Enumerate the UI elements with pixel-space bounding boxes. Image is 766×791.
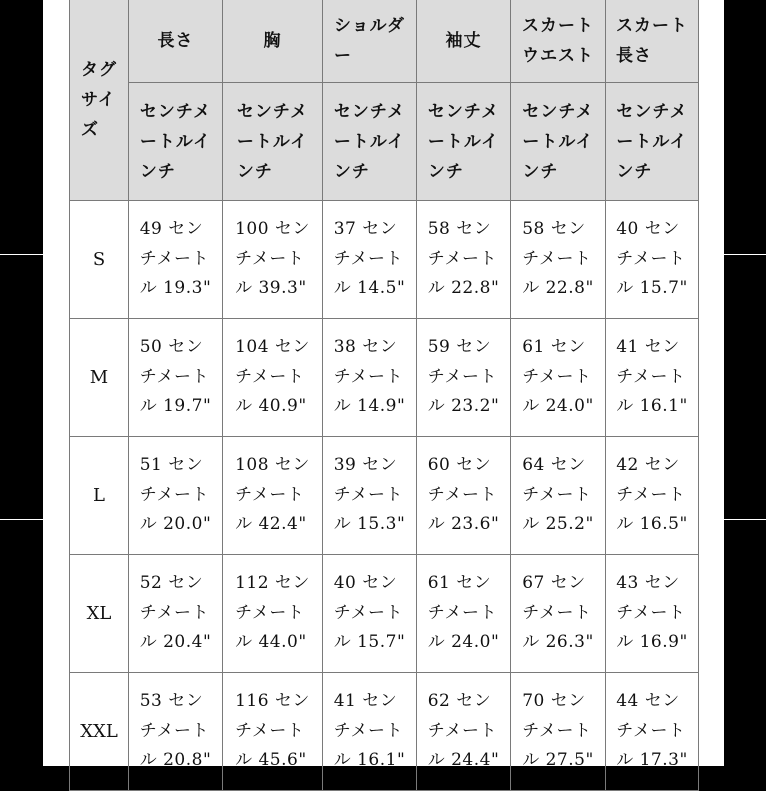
measurement-cell: 116 セン チメート ル 45.6" <box>223 673 323 791</box>
right-divider-upper <box>724 254 766 255</box>
table-row <box>70 555 699 673</box>
unit-header: センチメ ートルイ ンチ <box>606 83 699 201</box>
measurement-cell: 44 セン チメート ル 17.3" <box>606 673 699 791</box>
measurement-cell: 40 セン チメート ル 15.7" <box>323 555 417 673</box>
measurement-cell: 40 セン チメート ル 15.7" <box>606 201 699 319</box>
tag-size-header-label: タグ サイ ズ <box>81 59 117 140</box>
column-header-skirt-waist: スカート ウエスト <box>511 0 606 83</box>
column-header-chest: 胸 <box>223 0 323 83</box>
unit-header: センチメ ートルイ ンチ <box>417 83 511 201</box>
measurement-cell: 59 セン チメート ル 23.2" <box>417 319 511 437</box>
measurement-cell: 41 セン チメート ル 16.1" <box>606 319 699 437</box>
measurement-cell: 41 セン チメート ル 16.1" <box>323 673 417 791</box>
measurement-cell: 108 セン チメート ル 42.4" <box>223 437 323 555</box>
left-divider-upper <box>0 254 43 255</box>
measurement-cell: 61 セン チメート ル 24.0" <box>511 319 606 437</box>
measurement-cell: 50 セン チメート ル 19.7" <box>129 319 223 437</box>
table-row <box>70 201 699 319</box>
column-header-skirt-length: スカート 長さ <box>606 0 699 83</box>
column-header-sleeve: 袖丈 <box>417 0 511 83</box>
size-chart-table <box>69 0 699 791</box>
measurement-cell: 52 セン チメート ル 20.4" <box>129 555 223 673</box>
measurement-cell: 112 セン チメート ル 44.0" <box>223 555 323 673</box>
size-label: M <box>70 319 129 437</box>
size-label: XL <box>70 555 129 673</box>
column-header-shoulder: ショルダ ー <box>323 0 417 83</box>
measurement-cell: 37 セン チメート ル 14.5" <box>323 201 417 319</box>
measurement-cell: 49 セン チメート ル 19.3" <box>129 201 223 319</box>
size-label: S <box>70 201 129 319</box>
unit-header: センチメ ートルイ ンチ <box>129 83 223 201</box>
measurement-cell: 42 セン チメート ル 16.5" <box>606 437 699 555</box>
measurement-cell: 61 セン チメート ル 24.0" <box>417 555 511 673</box>
measurement-cell: 58 セン チメート ル 22.8" <box>511 201 606 319</box>
left-divider-lower <box>0 519 43 520</box>
measurement-cell: 100 セン チメート ル 39.3" <box>223 201 323 319</box>
right-divider-lower <box>724 519 766 520</box>
measurement-cell: 70 セン チメート ル 27.5" <box>511 673 606 791</box>
header-row-names <box>70 0 699 83</box>
measurement-cell: 38 セン チメート ル 14.9" <box>323 319 417 437</box>
measurement-cell: 62 セン チメート ル 24.4" <box>417 673 511 791</box>
measurement-cell: 53 セン チメート ル 20.8" <box>129 673 223 791</box>
unit-header: センチメ ートルイ ンチ <box>511 83 606 201</box>
size-label: L <box>70 437 129 555</box>
measurement-cell: 60 セン チメート ル 23.6" <box>417 437 511 555</box>
measurement-cell: 104 セン チメート ル 40.9" <box>223 319 323 437</box>
measurement-cell: 64 セン チメート ル 25.2" <box>511 437 606 555</box>
unit-header: センチメ ートルイ ンチ <box>323 83 417 201</box>
measurement-cell: 39 セン チメート ル 15.3" <box>323 437 417 555</box>
table-row <box>70 319 699 437</box>
column-header-length: 長さ <box>129 0 223 83</box>
table-row <box>70 673 699 791</box>
measurement-cell: 67 セン チメート ル 26.3" <box>511 555 606 673</box>
unit-header: センチメ ートルイ ンチ <box>223 83 323 201</box>
measurement-cell: 58 セン チメート ル 22.8" <box>417 201 511 319</box>
size-label: XXL <box>70 673 129 791</box>
table-row <box>70 437 699 555</box>
header-row-units <box>70 83 699 201</box>
measurement-cell: 51 セン チメート ル 20.0" <box>129 437 223 555</box>
tag-size-header <box>70 0 129 201</box>
measurement-cell: 43 セン チメート ル 16.9" <box>606 555 699 673</box>
